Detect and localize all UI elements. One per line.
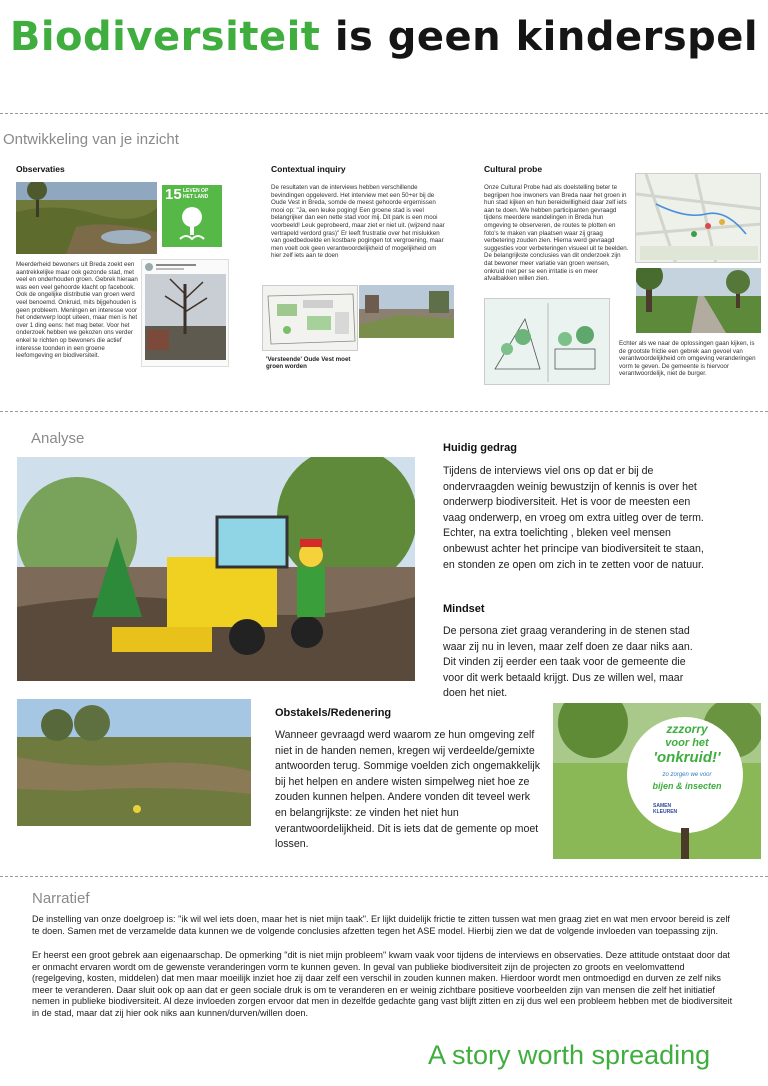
huidig-gedrag-title: Huidig gedrag: [443, 442, 517, 454]
obstakels-title: Obstakels/Redenering: [275, 707, 392, 719]
sdg-number: 15: [165, 186, 182, 203]
title-dark: is geen kinderspel: [334, 14, 759, 60]
cultural-text-conclusion: Echter als we naar de oplossingen gaan kijken, is de grootste frictie een gebrek aan gevoel van verantwoordelijkheid om omgeving veranderingen vorm te geven. De gemeente is hiervoor verantwoordelijk, niet de burger.: [619, 340, 756, 378]
section-heading-analyse: Analyse: [31, 430, 85, 447]
facebook-photo: [145, 274, 226, 360]
avatar: [145, 263, 153, 271]
sdg-15-tree-icon: [176, 205, 208, 243]
divider: [0, 876, 768, 877]
sdg-15-badge: [162, 185, 222, 247]
narratief-paragraph-2: Er heerst een groot gebrek aan eigenaarschap. De opmerking "dit is niet mijn probleem" kwam vaak voor tijdens de interviews en observaties. Deze attitude ontstaat door dat er onmacht ervaren wordt om de gewenste veranderingen vorm te kunnen geven. In geval van publieke biodiversiteit zijn de projecten zo groots en veelomvattend (regelgeving, kosten, middelen) dat men maar moeilijk inziet hoe zij daar zelf een verschil in zouden kunnen maken. Hierdoor wordt men ontmoedigd en durven ze zelf niks meer te veranderen. Daar sluit ook op aan dat er geen sociale druk is om te veranderen en er weinig zichtbare positieve voorbeelden zijn van mensen die zelf het initiatief nemen in publieke biodiversiteit. Al deze invloeden zorgen ervoor dat men in dezelfde gedachte gang vast blijft zitten en zij dus wel een probleem hebben met de biodiversiteit in de stad, maar dat zij hier ook niks aan kunnen/durven/willen doen.: [32, 950, 733, 1018]
sign-text-2: voor het: [665, 737, 709, 749]
observaties-title: Observaties: [16, 164, 65, 174]
observaties-field-photo: [16, 182, 157, 254]
divider: [0, 113, 768, 114]
sign-text-5: bijen & insecten: [652, 781, 722, 791]
divider: [0, 411, 768, 412]
facebook-post-screenshot: [141, 259, 229, 367]
mindset-title: Mindset: [443, 603, 485, 615]
cultural-probe-path-photo: [636, 268, 761, 333]
oude-vest-caption: 'Versteende' Oude Vest moet groen worden: [266, 356, 351, 371]
cultural-text: Onze Cultural Probe had als doelstelling beter te begrijpen hoe inwoners van Breda naar het groen in hun stad kijken en hun bereidwilligheid daar zelf iets aan te doen. We hebben participanten gevraagd tijdens meerdere wandelingen in Breda hun omgeving te observeren, de routes te plotten en foto's te maken van plaatsen waar zij graag verbetering zouden zien. Hierna werd gevraagd suggesties voor verbeteringen visueel uit te beelden. De belangrijkste conclusies van dit onderzoek zijn dat bewoner meer variatie van groen wensen, onkruid niet per se een irritatie is en meer afvalbakken willen zien.: [484, 184, 629, 283]
oude-vest-map: [262, 285, 358, 351]
sdg-label: LEVEN OP HET LAND: [183, 188, 209, 200]
oude-vest-photo: [359, 285, 454, 338]
lego-bulldozer-photo: [17, 457, 415, 681]
sign-text-3: 'onkruid!': [653, 749, 721, 766]
section-heading-inzicht: Ontwikkeling van je inzicht: [3, 131, 179, 148]
narratief-paragraph-1: De instelling van onze doelgroep is: "ik wil wel iets doen, maar het is niet mijn taak". Er lijkt duidelijk frictie te zitten tussen wat men graag ziet en wat men ervoor bereid is zelf te doen. Samen met de verzamelde data kunnen we de volgende conclusies afzetten tegen het ASE model. Hierbij zien we dat de volgende invloeden van toepassing zijn.: [32, 914, 730, 936]
sign-text-1: zzzorry: [666, 722, 708, 736]
contextual-text: De resultaten van de interviews hebben verschillende bevindingen opgeleverd. Het interview met een 50+er bij de Oude Vest in Breda, somde de meest gehoorde ergernissen mooi op: "Ja, een leuke poging! Een groene stad is veel belangrijker dan een nette stad voor mij. Dit park is een mooi voorbeeld! Leuk geprobeerd, maar ziet er niet uit. (wijzend naar vertrapeld verdord gras)" Er leeft frustratie over het mislukken van goedbedoelde en kostbare pogingen tot vergroening, maar men voelt ook geen verantwoordelijkheid of mogelijkheid om hier zelf iets aan te doen: [271, 184, 445, 260]
sign-text-4: zo zorgen we voor: [662, 772, 712, 778]
cultural-probe-map: [635, 173, 761, 263]
contextual-title: Contextual inquiry: [271, 164, 346, 174]
sign-badge: SAMEN KLEUREN: [653, 803, 678, 815]
dry-ditch-photo: [17, 699, 251, 826]
cultural-title: Cultural probe: [484, 164, 543, 174]
mindset-text: De persona ziet graag verandering in de stenen stad waar zij nu in leven, maar zelf doen ze daar niks aan. Dit vinden zij eerder een taak voor de gemeente die voor dit werk betaald krijgt. Dus ze willen wel, maar doen het niet.: [443, 625, 693, 700]
huidig-gedrag-text: Tijdens de interviews viel ons op dat er bij de ondervraagden weinig bewustzijn of kennis is over het onderwerp biodiversiteit. Het is voor de meesten een vaag onderwerp, en vroeg om extra uitleg over de term. Echter, na extra toelichting , bleken veel mensen onbewust achter het principe van biodiversiteit te staan, en stonden ze open om zich in te zetten voor de natuur.: [443, 465, 704, 571]
page-title: [0, 14, 768, 60]
cultural-probe-drawing: [484, 298, 610, 385]
tagline: A story worth spreading: [428, 1040, 711, 1070]
onkruid-sign-photo: [553, 703, 761, 859]
obstakels-text: Wanneer gevraagd werd waarom ze hun omgeving zelf niet in de handen nemen, kregen wij verdeelde/gemixte antwoorden terug. Sommige voelden zich ongemakkelijk bij het helpen en andere wisten simpelweg niet hoe ze zouden kunnen helpen. Andere vonden dit teveel werk en belangrijkste: ze vinden het niet hun verantwoordelijkheid. Dit is iets dat de gemente op moet lossen.: [275, 729, 540, 851]
title-green: Biodiversiteit: [9, 14, 321, 60]
observaties-text: Meerderheid bewoners uit Breda zoekt een aantrekkelijke maar ook gezonde stad, met veel en onderhouden groen. Gebrek hieraan was een veel gehoorde klacht op facebook. Ook de ongelijke distributie van groen werd veel benoemd. Onkruid, mits bijgehouden is geen probleem. Meningen en interesse voor het onderwerp loopt uiteen, maar men is het over 1 ding eens: het mag beter. Voor het onderzoek hebben we gekozen ons verder enkel te richten op bewoners die actief interesse toonden in een groene leefomgeving en biodiversiteit.: [16, 261, 138, 360]
section-heading-narratief: Narratief: [32, 890, 90, 907]
